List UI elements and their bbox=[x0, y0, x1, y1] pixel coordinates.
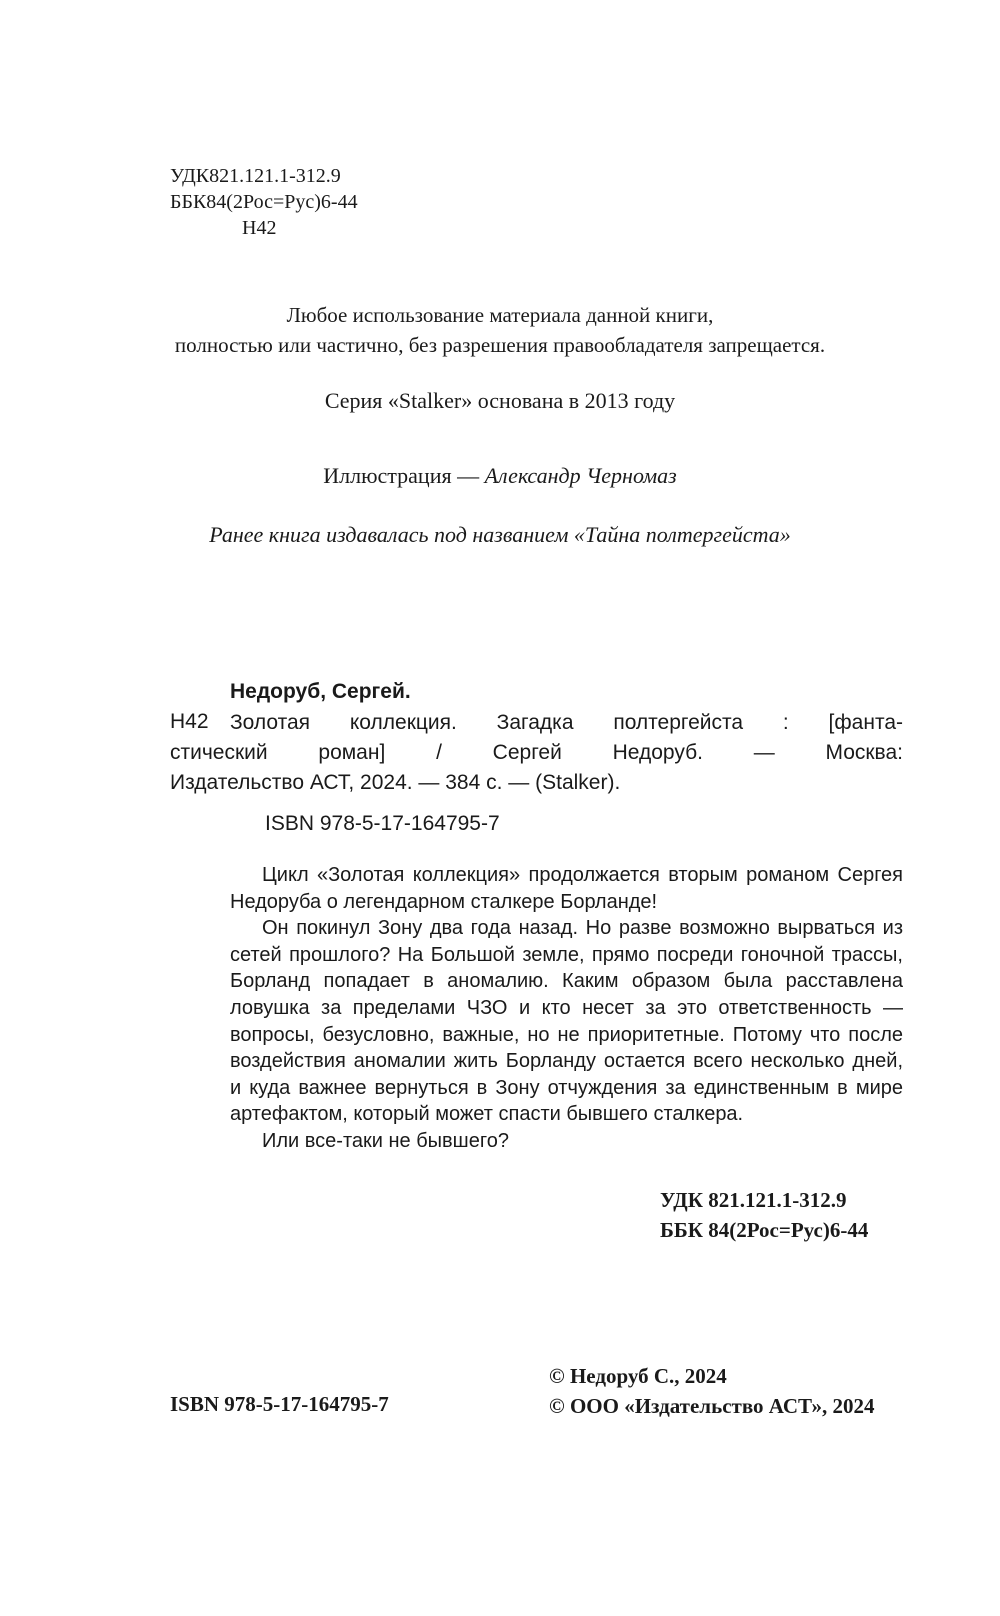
author-sign: Н42 bbox=[242, 217, 277, 239]
classification-codes-footer bbox=[660, 1185, 868, 1245]
biblio-title-line-3: Издательство АСТ, 2024. — 384 с. — (Stalker). bbox=[170, 771, 621, 794]
udk-code: УДК821.121.1-312.9 bbox=[170, 165, 341, 187]
biblio-isbn: ISBN 978-5-17-164795-7 bbox=[265, 812, 500, 835]
copyright-block bbox=[549, 1361, 875, 1421]
notice-line-2: полностью или частично, без разрешения правообладателя запрещается. bbox=[174, 333, 826, 357]
illustration-label: Иллюстрация — bbox=[323, 463, 485, 488]
notice-line-1: Любое использование материала данной книги, bbox=[286, 303, 714, 327]
udk-code-bold: УДК 821.121.1-312.9 bbox=[660, 1188, 847, 1212]
annotation bbox=[230, 862, 903, 1155]
previous-title-note: Ранее книга издавалась под названием «Тайна полтергейста» bbox=[209, 522, 791, 547]
copyright-author: © Недоруб С., 2024 bbox=[549, 1364, 727, 1388]
biblio-index: Н42 bbox=[170, 710, 209, 733]
copyright-notice bbox=[100, 300, 900, 360]
biblio-description bbox=[170, 738, 903, 798]
illustration-credit bbox=[100, 461, 900, 491]
illustrator-name: Александр Черномаз bbox=[484, 463, 677, 488]
annotation-paragraph-1: Цикл «Золотая коллекция» продолжается вторым романом Сергея Недоруба о легендарном сталкере Борланде! bbox=[230, 864, 903, 913]
bbk-code-bold: ББК 84(2Рос=Рус)6-44 bbox=[660, 1218, 869, 1242]
copyright-publisher: © ООО «Издательство АСТ», 2024 bbox=[549, 1394, 875, 1418]
biblio-title-line-2: стический роман] / Сергей Недоруб. — Москва: bbox=[170, 741, 903, 764]
biblio-title-line-1: Золотая коллекция. Загадка полтергейста : [фанта- bbox=[230, 711, 903, 734]
bbk-code: ББК84(2Рос=Рус)6-44 bbox=[170, 191, 358, 213]
series-note: Серия «Stalker» основана в 2013 году bbox=[324, 388, 676, 413]
classification-codes-header bbox=[170, 163, 358, 241]
annotation-paragraph-2: Он покинул Зону два года назад. Но разве возможно вырваться из сетей прошлого? На Большой земле, прямо посреди гоночной трассы, Борланд попадает в аномалию. Каким образом была расставлена ловушка за пределами ЧЗО и кто несет за это ответственность — вопросы, безусловно, важные, но не приоритетные. Потому что после воздействия аномалии жить Борланду остается всего несколько дней, и куда важнее вернуться в Зону отчуждения за единственным в мире артефактом, который может спасти бывшего сталкера. bbox=[230, 917, 903, 1126]
biblio-author: Недоруб, Сергей. bbox=[230, 680, 411, 703]
isbn-footer: ISBN 978-5-17-164795-7 bbox=[170, 1392, 389, 1416]
annotation-paragraph-3: Или все-таки не бывшего? bbox=[262, 1129, 509, 1152]
